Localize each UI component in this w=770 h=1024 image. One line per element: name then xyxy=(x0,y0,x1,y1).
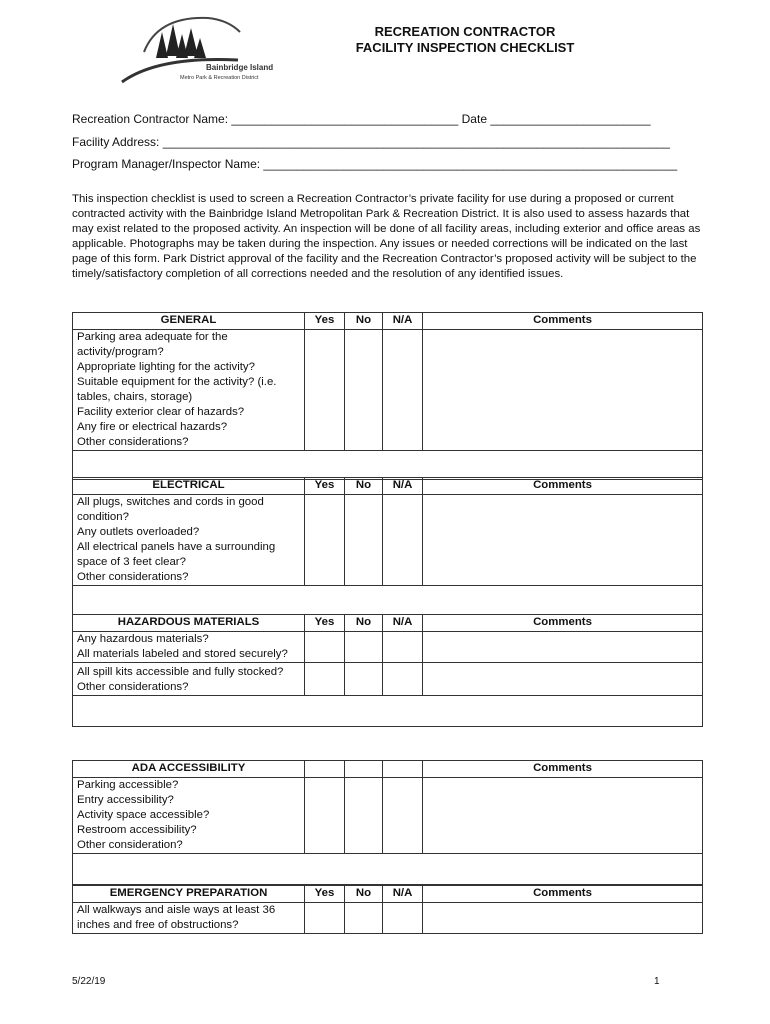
intro-paragraph: This inspection checklist is used to screen a Recreation Contractor’s private facility for use during a proposed or current contracted activity with the Bainbridge Island Metropolitan Park & Recreation District. It is also used to assess hazards that may exist related to the proposed activity. An inspection will be done of all facility areas, including exterior and office areas as applicable. Photographs may be taken during the inspection. Any issues or needed corrections will be indicated on the last page of this form. Park District approval of the facility and the Recreation Contractor’s proposed activity will be subject to the timely/satisfactory completion of all corrections needed and the resolution of any identified issues. xyxy=(72,193,701,280)
title-line2: FACILITY INSPECTION CHECKLIST xyxy=(355,40,575,55)
section-title: GENERAL xyxy=(73,313,305,330)
no-cell[interactable] xyxy=(345,330,383,451)
col-no: No xyxy=(345,478,383,495)
footer-page-number: 1 xyxy=(654,976,660,987)
col-no: No xyxy=(345,615,383,632)
na-cell[interactable] xyxy=(383,663,423,696)
question: Restroom accessibility? xyxy=(77,824,197,836)
electrical-table xyxy=(72,477,703,615)
facility-address-field[interactable]: Facility Address: ____________________________________________________________________________ xyxy=(72,135,670,149)
question-list xyxy=(73,778,305,854)
comments-cell[interactable] xyxy=(423,663,703,696)
col-comments: Comments xyxy=(423,478,703,495)
question: All plugs, switches and cords in good condition? xyxy=(77,496,264,523)
question-list xyxy=(73,632,305,663)
section-title: ADA ACCESSIBILITY xyxy=(73,761,305,778)
yes-cell[interactable] xyxy=(305,632,345,663)
no-cell[interactable] xyxy=(345,778,383,854)
spacer-row xyxy=(73,854,703,885)
question: Any fire or electrical hazards? xyxy=(77,421,228,433)
col-no: No xyxy=(345,313,383,330)
na-cell[interactable] xyxy=(383,330,423,451)
col-yes-empty xyxy=(305,761,345,778)
emergency-table xyxy=(72,885,703,934)
no-cell[interactable] xyxy=(345,903,383,934)
program-manager-field[interactable]: Program Manager/Inspector Name: ______________________________________________________________ xyxy=(72,157,678,171)
na-cell[interactable] xyxy=(383,778,423,854)
na-cell[interactable] xyxy=(383,495,423,586)
question: Other considerations? xyxy=(77,681,189,693)
question: Facility exterior clear of hazards? xyxy=(77,406,245,418)
question: Parking area adequate for the activity/program? xyxy=(77,331,228,358)
question-list xyxy=(73,663,305,696)
tree-icon xyxy=(156,24,206,58)
question: Other consideration? xyxy=(77,839,183,851)
spacer-row xyxy=(73,451,703,480)
col-na: N/A xyxy=(383,886,423,903)
section-title: EMERGENCY PREPARATION xyxy=(73,886,305,903)
question: Suitable equipment for the activity? (i.e. tables, chairs, storage) xyxy=(77,376,277,403)
comments-cell[interactable] xyxy=(423,632,703,663)
logo-line2: Metro Park & Recreation District xyxy=(180,75,259,81)
ada-table xyxy=(72,760,703,885)
col-yes: Yes xyxy=(305,478,345,495)
col-comments: Comments xyxy=(423,761,703,778)
question: All spill kits accessible and fully stocked? xyxy=(77,666,284,678)
yes-cell[interactable] xyxy=(305,663,345,696)
yes-cell[interactable] xyxy=(305,495,345,586)
spacer-row xyxy=(73,586,703,615)
col-na: N/A xyxy=(383,313,423,330)
yes-cell[interactable] xyxy=(305,903,345,934)
question: Other considerations? xyxy=(77,436,189,448)
col-comments: Comments xyxy=(423,313,703,330)
comments-cell[interactable] xyxy=(423,495,703,586)
footer-date: 5/22/19 xyxy=(72,976,106,987)
yes-cell[interactable] xyxy=(305,778,345,854)
no-cell[interactable] xyxy=(345,632,383,663)
section-title: HAZARDOUS MATERIALS xyxy=(73,615,305,632)
question: Parking accessible? xyxy=(77,779,179,791)
question: All electrical panels have a surrounding space of 3 feet clear? xyxy=(77,541,276,568)
col-no: No xyxy=(345,886,383,903)
col-no-empty xyxy=(345,761,383,778)
question: Activity space accessible? xyxy=(77,809,210,821)
col-yes: Yes xyxy=(305,615,345,632)
page-title xyxy=(300,24,630,56)
question: Entry accessibility? xyxy=(77,794,174,806)
spacer-row xyxy=(73,696,703,727)
general-table xyxy=(72,312,703,480)
question-list xyxy=(73,495,305,586)
col-yes: Yes xyxy=(305,886,345,903)
question: Other considerations? xyxy=(77,571,189,583)
comments-cell[interactable] xyxy=(423,778,703,854)
col-comments: Comments xyxy=(423,886,703,903)
question: Appropriate lighting for the activity? xyxy=(77,361,255,373)
no-cell[interactable] xyxy=(345,495,383,586)
title-line1: RECREATION CONTRACTOR xyxy=(374,24,556,39)
contractor-name-field[interactable]: Recreation Contractor Name: __________________________________ Date ________________________ xyxy=(72,112,651,126)
question: All walkways and aisle ways at least 36 inches and free of obstructions? xyxy=(77,904,276,931)
hazardous-table xyxy=(72,614,703,727)
logo-line1: Bainbridge Island xyxy=(206,63,274,72)
question-list xyxy=(73,330,305,451)
na-cell[interactable] xyxy=(383,632,423,663)
comments-cell[interactable] xyxy=(423,903,703,934)
col-na: N/A xyxy=(383,615,423,632)
district-logo xyxy=(118,12,274,84)
col-comments: Comments xyxy=(423,615,703,632)
question: Any hazardous materials? xyxy=(77,633,209,645)
col-na-empty xyxy=(383,761,423,778)
section-title: ELECTRICAL xyxy=(73,478,305,495)
question-list xyxy=(73,903,305,934)
no-cell[interactable] xyxy=(345,663,383,696)
question: All materials labeled and stored securely? xyxy=(77,648,288,660)
col-na: N/A xyxy=(383,478,423,495)
question: Any outlets overloaded? xyxy=(77,526,200,538)
yes-cell[interactable] xyxy=(305,330,345,451)
na-cell[interactable] xyxy=(383,903,423,934)
comments-cell[interactable] xyxy=(423,330,703,451)
col-yes: Yes xyxy=(305,313,345,330)
